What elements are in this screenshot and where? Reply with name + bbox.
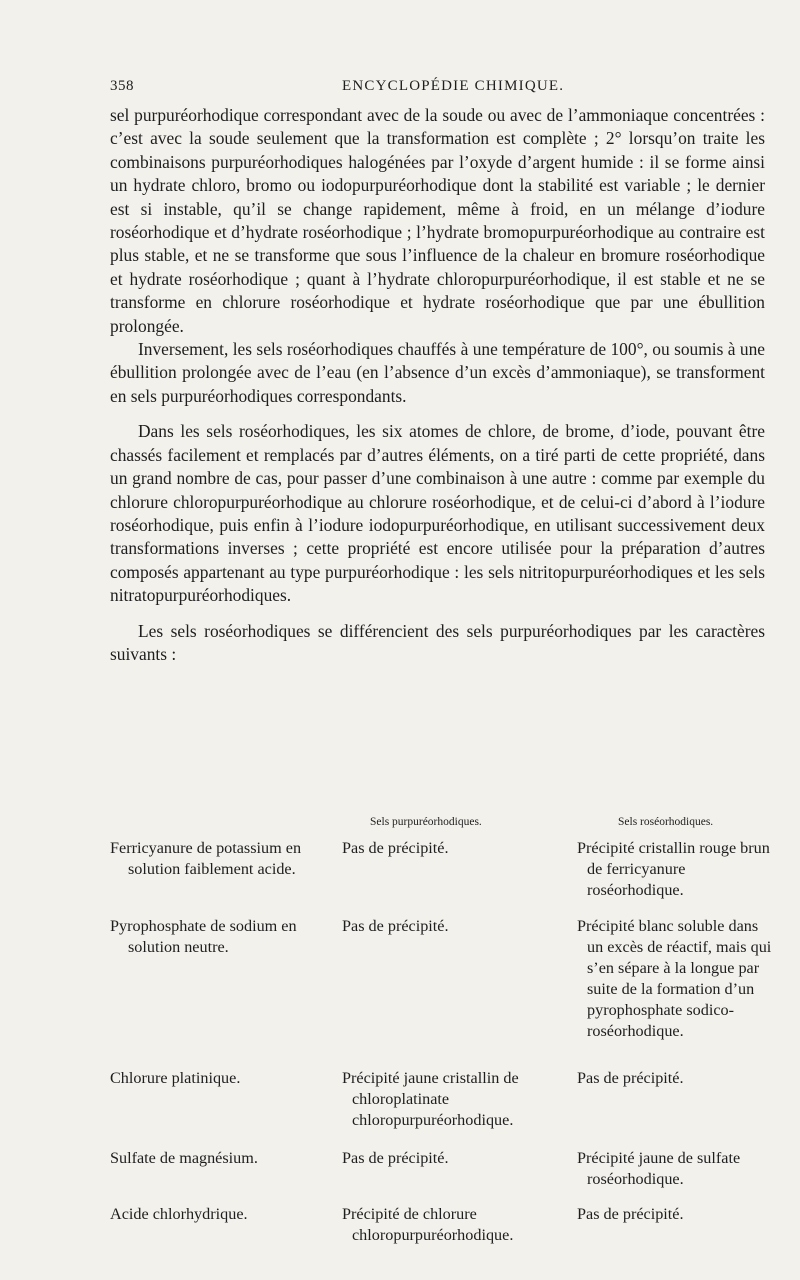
table-row [110,838,770,916]
reagent-cell: Sulfate de magnésium. [110,1149,258,1167]
reagent-cell: Ferricyanure de potassium en solution faiblement acide. [110,839,302,878]
page-number: 358 [110,78,134,94]
purpureo-cell: Pas de précipité. [342,1149,449,1167]
table-row [110,916,772,1068]
purpureo-cell: Pas de précipité. [342,839,449,857]
paragraph-table-intro: Les sels roséorhodiques se différencient des sels purpuréorhodiques par les caractères suivants : [110,620,765,664]
comparison-table [110,812,772,1252]
table-row [110,1068,765,1148]
purpureo-cell: Pas de précipité. [342,917,449,935]
table-row [110,1148,765,1204]
running-header [110,78,765,100]
purpureo-cell: Précipité de chlorure chloropurpuréorhodique. [342,1205,514,1244]
body-text [110,104,765,666]
paragraph-halogens: Dans les sels roséorhodiques, les six atomes de chlore, de brome, d’iode, pouvant être chassés facilement et remplacés par d’autres éléments, on a tiré parti de cette propriété, dans un grand nombre de cas, pour passer d’une combinaison à une autre : comme par exemple du chlorure chloropurpuréorhodique au chlorure roséorhodique, et de celui-ci d’abord à l’iodure roséorhodique, puis enfin à l’iodure iodopurpuréorhodique, en utilisant successivement deux transformations inverses ; cette propriété est encore utilisée pour la préparation d’autres composés appartenant au type purpuréorhodique : les sels nitritopurpuréorhodiques et les sels nitratopurpuréorhodiques. [110,421,765,606]
purpureo-cell: Précipité jaune cristallin de chloroplatinate chloropurpuréorhodique. [342,1069,519,1129]
roseo-cell: Pas de précipité. [577,1069,684,1087]
reagent-cell: Pyrophosphate de sodium en solution neutre. [110,917,297,956]
table-header [110,812,765,838]
running-title: ENCYCLOPÉDIE CHIMIQUE. [342,78,565,94]
reagent-cell: Acide chlorhydrique. [110,1205,248,1223]
roseo-cell: Précipité blanc soluble dans un excès de réactif, mais qui s’en sépare à la longue par suite de la formation d’un pyrophosphate sodico-roséorhodique. [577,917,772,1040]
roseo-cell: Précipité cristallin rouge brun de ferricyanure roséorhodique. [577,839,770,899]
column-header-purpureo: Sels purpuréorhodiques. [370,816,482,828]
roseo-cell: Précipité jaune de sulfate roséorhodique. [577,1149,741,1188]
table-row [110,1204,765,1252]
reagent-cell: Chlorure platinique. [110,1069,241,1087]
paragraph-continuation: sel purpuréorhodique correspondant avec de la soude ou avec de l’ammoniaque concentrées : c’est avec la soude seulement que la transformation est complète ; 2° lorsqu’on traite les combinaisons purpuréorhodiques halogénées par l’oxyde d’argent humide : il se forme ainsi un hydrate chloro, bromo ou iodopurpuréorhodique dont la stabilité est variable ; le dernier est si instable, qu’il se change rapidement, même à froid, en un mélange d’iodure roséorhodique et d’hydrate roséorhodique ; l’hydrate bromopurpuréorhodique au contraire est plus stable, et ne se transforme que sous l’influence de la chaleur en bromure roséorhodique et hydrate roséorhodique ; quant à l’hydrate chloropurpuréorhodique, il est stable et ne se transforme en chlorure roséorhodique et hydrate roséorhodique que par une ébullition prolongée. [110,105,765,336]
column-header-roseo: Sels roséorhodiques. [618,816,714,828]
roseo-cell: Pas de précipité. [577,1205,684,1223]
paragraph-inversement: Inversement, les sels roséorhodiques chauffés à une température de 100°, ou soumis à une ébullition prolongée avec de l’eau (en l’absence d’un excès d’ammoniaque), se transforment en sels purpuréorhodiques correspondants. [110,339,765,406]
